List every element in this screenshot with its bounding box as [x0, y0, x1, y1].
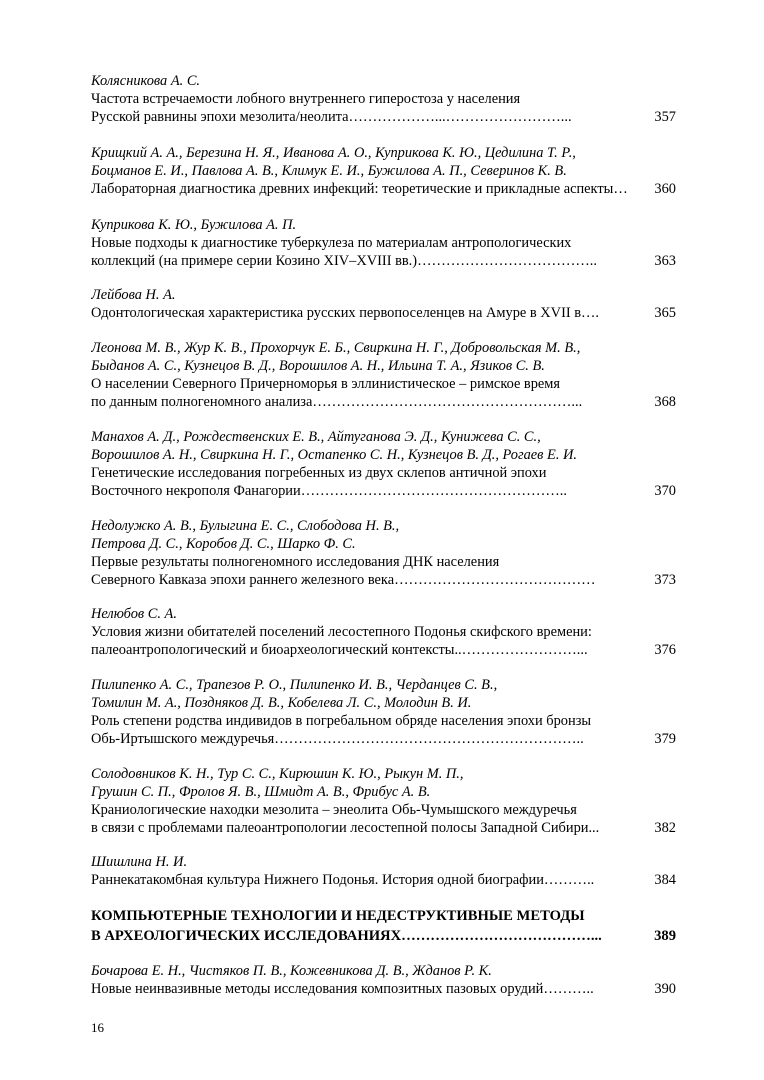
entry-page-number: 360	[654, 181, 676, 197]
entry-authors: Грушин С. П., Фролов Я. В., Шмидт А. В., Фрибус А. В.	[91, 784, 431, 800]
entry-page-number: 370	[654, 483, 676, 499]
section-title: КОМПЬЮТЕРНЫЕ ТЕХНОЛОГИИ И НЕДЕСТРУКТИВНЫЕ МЕТОДЫ	[91, 908, 585, 924]
entry-authors: Петрова Д. С., Коробов Д. С., Шарко Ф. С.	[91, 536, 356, 552]
entry-page-number: 384	[654, 872, 676, 888]
entry-title: Одонтологическая характеристика русских первопоселенцев на Амуре в XVII в….	[91, 305, 600, 321]
entry-authors: Боцманов Е. И., Павлова А. В., Климук Е. И., Бужилова А. П., Северинов К. В.	[91, 163, 567, 179]
entry-title: Частота встречаемости лобного внутреннего гиперостоза у населения	[91, 91, 521, 107]
entry-page-number: 365	[654, 305, 676, 321]
toc-entry	[91, 339, 676, 411]
entry-page-number: 390	[654, 981, 676, 997]
section-page-number: 389	[654, 928, 676, 944]
entry-title: Восточного некрополя Фанагории………………………………………………..	[91, 483, 567, 499]
entry-title: Новые подходы к диагностике туберкулеза по материалам антропологических	[91, 235, 572, 251]
entry-authors: Лейбова Н. А.	[91, 287, 176, 303]
entry-title: Краниологические находки мезолита – энеолита Обь-Чумышского междуречья	[91, 802, 577, 818]
entry-title: по данным полногеномного анализа………………………………………………...	[91, 394, 583, 410]
entry-title: Раннекатакомбная культура Нижнего Подонья. История одной биографии………..	[91, 872, 595, 888]
entry-authors: Недолужко А. В., Булыгина Е. С., Слободова Н. В.,	[91, 518, 400, 534]
section-title: В АРХЕОЛОГИЧЕСКИХ ИССЛЕДОВАНИЯХ…………………………………...	[91, 928, 602, 944]
entry-title: Лабораторная диагностика древних инфекций: теоретические и прикладные аспекты…	[91, 181, 628, 197]
entry-authors: Крищкий А. А., Березина Н. Я., Иванова А. О., Куприкова К. Ю., Цедилина Т. Р.,	[91, 145, 576, 161]
entry-authors: Ворошилов А. Н., Свиркина Н. Г., Остапенко С. Н., Кузнецов В. Д., Рогаев Е. И.	[91, 447, 577, 463]
entry-title: Обь-Иртышского междуречья………………………………………………………..	[91, 731, 584, 747]
entry-authors: Шишлина Н. И.	[91, 854, 188, 870]
entry-authors: Томилин М. А., Поздняков Д. В., Кобелева Л. С., Молодин В. И.	[91, 695, 472, 711]
entry-authors: Солодовников К. Н., Тур С. С., Кирюшин К. Ю., Рыкун М. П.,	[91, 766, 464, 782]
entry-page-number: 368	[654, 394, 676, 410]
entry-title: О населении Северного Причерноморья в эллинистическое – римское время	[91, 376, 561, 392]
entry-title: Роль степени родства индивидов в погребальном обряде населения эпохи бронзы	[91, 713, 592, 729]
entry-page-number: 379	[654, 731, 676, 747]
toc-entry	[91, 517, 676, 589]
page-number-footer: 16	[91, 1020, 104, 1035]
toc-entry	[91, 72, 676, 126]
entry-authors: Нелюбов С. А.	[91, 606, 177, 622]
toc-entry	[91, 144, 676, 198]
toc-entry	[91, 676, 676, 748]
entry-page-number: 363	[654, 253, 676, 269]
toc-entry	[91, 962, 676, 998]
entry-authors: Бочарова Е. Н., Чистяков П. В., Кожевникова Д. В., Жданов Р. К.	[91, 963, 492, 979]
toc-entry	[91, 428, 676, 500]
entry-authors: Быданов А. С., Кузнецов В. Д., Ворошилов А. Н., Ильина Т. А., Язиков С. В.	[91, 358, 545, 374]
entry-authors: Пилипенко А. С., Трапезов Р. О., Пилипенко И. В., Черданцев С. В.,	[91, 677, 498, 693]
entry-title: Генетические исследования погребенных из двух склепов античной эпохи	[91, 465, 547, 481]
entry-title: палеоантропологический и биоархеологический контексты..……………………...	[91, 642, 588, 658]
entry-page-number: 382	[654, 820, 676, 836]
entry-authors: Колясникова А. С.	[91, 73, 201, 89]
entry-page-number: 376	[654, 642, 676, 658]
entry-title: коллекций (на примере серии Козино XIV–XVIII вв.)………………………………..	[91, 253, 597, 269]
section-heading	[91, 906, 676, 946]
entry-title: Новые неинвазивные методы исследования композитных пазовых орудий………..	[91, 981, 594, 997]
entry-authors: Манахов А. Д., Рождественских Е. В., Айтуганова Э. Д., Кунижева С. С.,	[91, 429, 541, 445]
toc-entry	[91, 605, 676, 659]
entry-authors: Куприкова К. Ю., Бужилова А. П.	[91, 217, 297, 233]
toc-entry	[91, 286, 676, 322]
toc-entry	[91, 765, 676, 837]
entry-authors: Леонова М. В., Жур К. В., Прохорчук Е. Б., Свиркина Н. Г., Добровольская М. В.,	[91, 340, 581, 356]
entry-title: Северного Кавказа эпохи раннего железного века……………………………………	[91, 572, 596, 588]
entry-title: Условия жизни обитателей поселений лесостепного Подонья скифского времени:	[91, 624, 592, 640]
toc-entry	[91, 853, 676, 889]
entry-page-number: 373	[654, 572, 676, 588]
entry-title: в связи с проблемами палеоантропологии лесостепной полосы Западной Сибири...	[91, 820, 600, 836]
entry-page-number: 357	[654, 109, 676, 125]
entry-title: Первые результаты полногеномного исследования ДНК населения	[91, 554, 500, 570]
entry-title: Русской равнины эпохи мезолита/неолита………………...……………………...	[91, 109, 572, 125]
toc-entry	[91, 216, 676, 270]
